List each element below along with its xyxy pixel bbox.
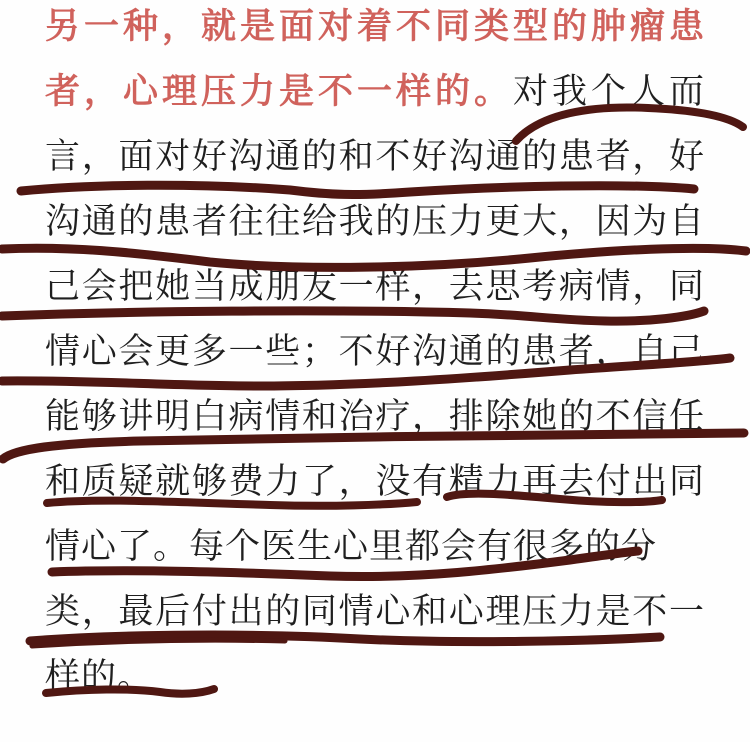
paragraph (45, 0, 705, 709)
highlighted-text: 者，心理压力是不一样的。 (45, 72, 513, 111)
body-text: 情心了。每个医生心里都会有很多的分 (45, 527, 658, 566)
body-text: 能够讲明白病情和治疗，排除她的不信任 (45, 397, 705, 436)
body-text: 对我个人而 (512, 72, 705, 111)
body-text: 和质疑就够费力了，没有精力再去付出同 (45, 462, 705, 501)
text-line-11 (45, 644, 705, 709)
text-line-3 (45, 124, 705, 189)
body-text: 情心会更多一些；不好沟通的患者，自己 (45, 332, 705, 371)
body-text: 沟通的患者往往给我的压力更大，因为自 (45, 202, 705, 241)
text-line-8 (45, 449, 705, 514)
body-text: 样的。 (45, 657, 154, 696)
text-line-6 (45, 319, 705, 384)
highlighted-text: 另一种，就是面对着不同类型的肿瘤患 (45, 7, 705, 46)
text-line-2 (45, 59, 705, 124)
text-line-5 (45, 254, 705, 319)
text-line-9 (45, 514, 705, 579)
body-text: 己会把她当成朋友一样，去思考病情，同 (45, 267, 705, 306)
body-text: 言，面对好沟通的和不好沟通的患者，好 (45, 137, 705, 176)
text-line-10 (45, 579, 705, 644)
body-text: 类，最后付出的同情心和心理压力是不一 (45, 592, 705, 631)
text-line-7 (45, 384, 705, 449)
text-line-4 (45, 189, 705, 254)
text-line-1 (45, 0, 705, 59)
